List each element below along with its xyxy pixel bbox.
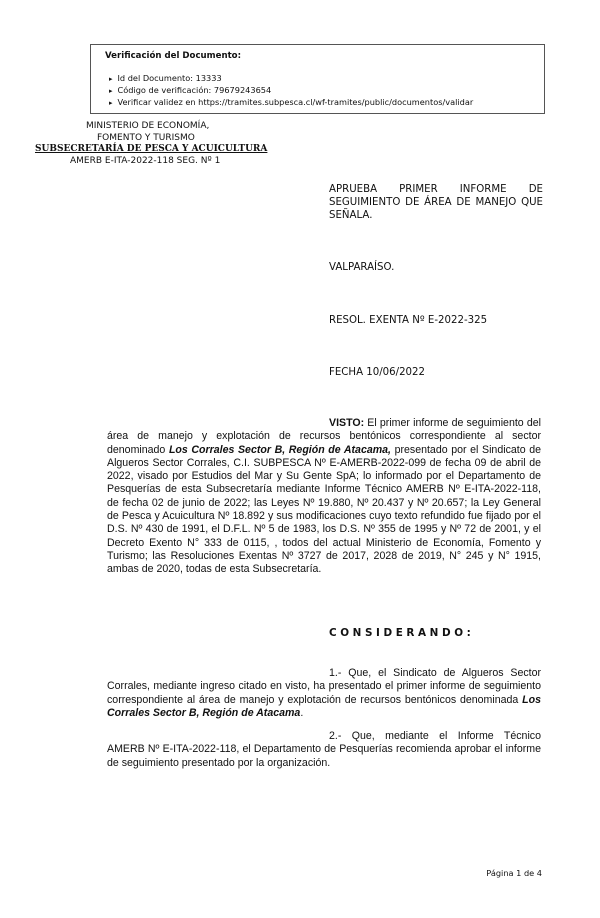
visto-text-a: El primer informe de seguimiento del área de manejo y explotación de recursos bentónicos correspondiente al sector denominado xyxy=(107,417,541,456)
resolution-number: RESOL. EXENTA Nº E-2022-325 xyxy=(329,315,488,326)
visto-label: VISTO: xyxy=(329,417,365,429)
ministry-line-2: FOMENTO Y TURISMO xyxy=(97,132,195,143)
visto-area-name: Los Corrales Sector B, Región de Atacama, xyxy=(168,443,391,456)
page-number: Página 1 de 4 xyxy=(486,868,542,878)
verification-box xyxy=(90,44,545,114)
item1-area-name: Los Corrales Sector B, Región de Atacama xyxy=(107,693,541,719)
item2-text: 2.- Que, mediante el Informe Técnico AMERB Nº E-ITA-2022-118, el Departamento de Pesquerías recomienda aprobar el informe de seguimiento presentado por la organización. xyxy=(107,730,541,769)
verification-list xyxy=(105,73,534,109)
document-id: ▸ Id del Documento: 13333 xyxy=(109,73,534,85)
document-reference: AMERB E-ITA-2022-118 SEG. Nº 1 xyxy=(70,155,221,166)
verification-code: ▸ Código de verificación: 79679243654 xyxy=(109,85,534,97)
verification-title: Verificación del Documento: xyxy=(105,51,242,61)
visto-paragraph xyxy=(107,417,541,577)
ministry-line-1: MINISTERIO DE ECONOMÍA, xyxy=(86,121,210,131)
considerando-heading: CONSIDERANDO: xyxy=(329,627,475,639)
item1-text-a: 1.- Que, el Sindicato de Algueros Sector Corrales, mediante ingreso citado en visto, ha presentado el primer informe de seguimiento correspondiente al área de manejo y explotación de recursos bentónicos denominada xyxy=(107,667,541,706)
item1-text-b: . xyxy=(300,706,304,719)
resolution-subject: APRUEBA PRIMER INFORME DE SEGUIMIENTO DE ÁREA DE MANEJO QUE SEÑALA. xyxy=(329,184,543,221)
visto-text-b: presentado por el Sindicato de Algueros Sector Corrales, C.I. SUBPESCA Nº E-AMERB-2022-099 de fecha 09 de abril de 2022, visado por Estudios del Mar y Su Gente SpA; lo informado por el Departamento de Pesquerías de esta Subsecretaría mediante Informe Técnico AMERB Nº E-ITA-2022-118, de fecha 02 de junio de 2022; las Leyes Nº 19.880, Nº 20.437 y Nº 20.657; la Ley General de Pesca y Acuicultura Nº 18.892 y sus modificaciones cuyo texto refundido fue fijado por el D.S. Nº 430 de 1991, el D.F.L. Nº 5 de 1983, los D.S. Nº 355 de 1995 y Nº 72 de 2001, y el Decreto Exento N° 333 de 0115, , todos del actual Ministerio de Economía, Fomento y Turismo; las Resoluciones Exentas Nº 3727 de 2017, 2028 de 2019, N° 245 y N° 1915, ambas de 2020, todas de esta Subsecretaría. xyxy=(107,443,541,576)
validation-link[interactable]: ▸ Verificar validez en https://tramites.subpesca.cl/wf-tramites/public/documentos/validar xyxy=(109,97,534,109)
resolution-date: FECHA 10/06/2022 xyxy=(329,367,425,378)
considerando-item-2 xyxy=(107,730,541,770)
ministry-header xyxy=(0,121,330,167)
place: VALPARAÍSO. xyxy=(329,262,395,273)
subsecretaria-name: SUBSECRETARÍA DE PESCA Y ACUICULTURA xyxy=(35,144,268,154)
considerando-item-1 xyxy=(107,667,541,720)
